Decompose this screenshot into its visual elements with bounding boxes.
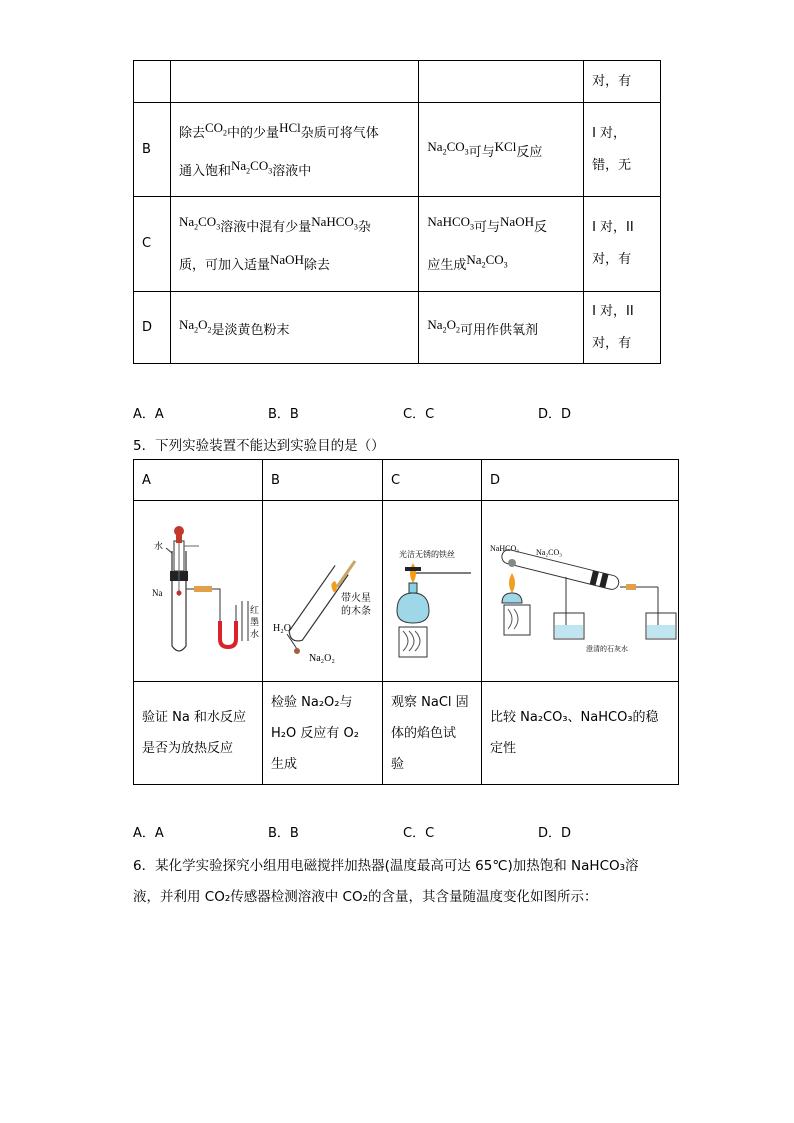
- cell-text: 溶液中混有少量: [220, 220, 312, 235]
- cell-text: 对，有: [592, 73, 632, 89]
- cell-text: 应生成: [427, 258, 467, 273]
- label-water: 水: [154, 541, 164, 551]
- row-label: [134, 103, 171, 197]
- cell-text: 可与: [474, 220, 501, 235]
- formula-na2co3: $Na_2CO_3$: [230, 157, 273, 176]
- question-6-line-1: 6．某化学实验探究小组用电磁搅拌加热器(温度最高可达 65℃)加热饱和 NaHCO₃溶: [133, 858, 639, 874]
- formula-co2: $CO_2$: [204, 119, 228, 138]
- cell-text: 中的少量: [227, 125, 280, 141]
- formula-nahco3: NaHCO$_3$: [311, 214, 358, 232]
- label-iron-wire: 光洁无锈的铁丝: [399, 550, 455, 559]
- cell-text: C: [142, 236, 152, 251]
- table-row: [134, 501, 679, 682]
- formula-na2co3: $Na_2CO_3$: [466, 252, 508, 270]
- cell-text: 错，无: [592, 157, 632, 173]
- table-cell: [584, 197, 661, 292]
- table-row: [134, 292, 661, 364]
- label-nahco3: NaHCO₃: [490, 544, 520, 553]
- label-na2co3: Na₂CO₃: [536, 548, 563, 557]
- apparatus-b: [263, 501, 383, 682]
- formula-na2o2: $Na_2O_2$: [178, 316, 212, 335]
- cell-text: 除去: [303, 258, 330, 273]
- label-red-ink: 水: [250, 629, 260, 639]
- cell-text: 定性: [490, 741, 517, 756]
- apparatus-a: [134, 501, 263, 682]
- label-glowing-stick: 的木条: [341, 606, 371, 617]
- cell-text: 体的焰色试: [391, 725, 457, 741]
- formula-naoh: NaOH: [500, 214, 534, 229]
- flame-test-illustration: [383, 501, 481, 677]
- cell-text: I 对，II: [592, 303, 634, 319]
- cell-text: 对，有: [592, 335, 632, 351]
- na-water-apparatus-illustration: [134, 501, 262, 677]
- cell-text: 对，有: [592, 252, 632, 267]
- header-b: [263, 460, 383, 501]
- cell-text: 通入饱和: [178, 163, 231, 179]
- table-cell: [584, 292, 661, 364]
- cell-text: C: [391, 472, 401, 488]
- option-c: C．C: [403, 407, 435, 422]
- desc-d: [482, 682, 679, 785]
- option-a: A．A: [133, 407, 164, 422]
- answer-options: [133, 822, 673, 841]
- cell-text: 杂: [357, 220, 371, 235]
- desc-a: [134, 682, 263, 785]
- formula-nahco3: NaHCO$_3$: [427, 214, 475, 232]
- formula-na2co3: $Na_2CO_3$: [427, 138, 469, 157]
- table-cell: [134, 61, 171, 103]
- cell-text: 验: [391, 756, 405, 772]
- option-a: A．A: [133, 826, 164, 841]
- table-cell: [419, 292, 584, 364]
- desc-c: [383, 682, 482, 785]
- table-row: [134, 61, 661, 103]
- formula-na2o2: $Na_2O_2$: [427, 316, 460, 335]
- header-d: [482, 460, 679, 501]
- answer-options: [133, 403, 673, 422]
- cell-text: I 对，II: [592, 220, 634, 235]
- table-cell: [584, 61, 661, 103]
- cell-text: 除去: [178, 125, 205, 141]
- cell-text: 比较 Na₂CO₃、NaHCO₃的稳: [490, 710, 659, 725]
- header-c: [383, 460, 482, 501]
- label-h2o: H₂O: [273, 623, 291, 634]
- label-red-ink: 墨: [250, 617, 260, 627]
- option-b: B．B: [268, 407, 299, 422]
- question-6-line-2: 液，并利用 CO₂传感器检测溶液中 CO₂的含量，其含量随温度变化如图所示：: [133, 889, 598, 905]
- table-row: [134, 682, 679, 785]
- table-header-row: [134, 460, 679, 501]
- cell-text: I 对，: [592, 125, 627, 141]
- cell-text: 生成: [271, 756, 298, 772]
- comparison-table: [133, 60, 661, 364]
- cell-text: 验证 Na 和水反应: [142, 710, 246, 725]
- cell-text: 检验 Na₂O₂与: [271, 694, 353, 710]
- formula-hcl: HCl: [279, 119, 301, 135]
- apparatus-c: [383, 501, 482, 682]
- label-limewater: 澄清的石灰水: [586, 645, 628, 653]
- apparatus-d: [482, 501, 679, 682]
- cell-text: 观察 NaCl 固: [391, 694, 469, 710]
- formula-kcl: KCl: [494, 138, 517, 154]
- carbonate-stability-illustration: [482, 501, 678, 677]
- cell-text: H₂O 反应有 O₂: [271, 725, 359, 741]
- cell-text: 质，可加入适量: [178, 258, 270, 273]
- row-label: [134, 292, 171, 364]
- label-glowing-stick: 带火星: [341, 593, 371, 604]
- table-cell: [419, 103, 584, 197]
- question-5: 5．下列实验装置不能达到实验目的是（）: [133, 438, 385, 454]
- cell-text: D: [142, 319, 153, 335]
- apparatus-table: [133, 459, 679, 785]
- option-b: B．B: [268, 826, 299, 841]
- option-d: D．D: [538, 407, 572, 422]
- label-na: Na: [152, 588, 163, 598]
- cell-text: A: [142, 472, 151, 488]
- table-row: [134, 103, 661, 197]
- cell-text: 是淡黄色粉末: [211, 322, 290, 338]
- cell-text: 溶液中: [272, 163, 312, 179]
- cell-text: 是否为放热反应: [142, 741, 234, 756]
- row-label: [134, 197, 171, 292]
- cell-text: 可用作供氧剂: [459, 322, 538, 338]
- table-cell: [584, 103, 661, 197]
- cell-text: 杂质可将气体: [300, 125, 379, 141]
- header-a: [134, 460, 263, 501]
- table-cell: [170, 61, 418, 103]
- na2o2-test-illustration: [263, 501, 382, 677]
- table-cell: [170, 197, 418, 292]
- table-cell: [170, 103, 418, 197]
- option-d: D．D: [538, 826, 572, 841]
- label-na2o2: Na₂O₂: [309, 653, 335, 664]
- cell-text: D: [490, 472, 501, 488]
- desc-b: [263, 682, 383, 785]
- cell-text: B: [142, 141, 151, 157]
- formula-na2co3: $Na_2CO_3$: [178, 214, 221, 232]
- table-cell: [170, 292, 418, 364]
- table-cell: [419, 197, 584, 292]
- cell-text: B: [271, 472, 280, 488]
- cell-text: 反应: [516, 144, 543, 160]
- table-row: [134, 197, 661, 292]
- option-c: C．C: [403, 826, 435, 841]
- cell-text: 反: [533, 220, 547, 235]
- formula-naoh: NaOH: [269, 252, 304, 267]
- label-red-ink: 红: [250, 605, 260, 615]
- table-cell: [419, 61, 584, 103]
- cell-text: 可与: [468, 144, 495, 160]
